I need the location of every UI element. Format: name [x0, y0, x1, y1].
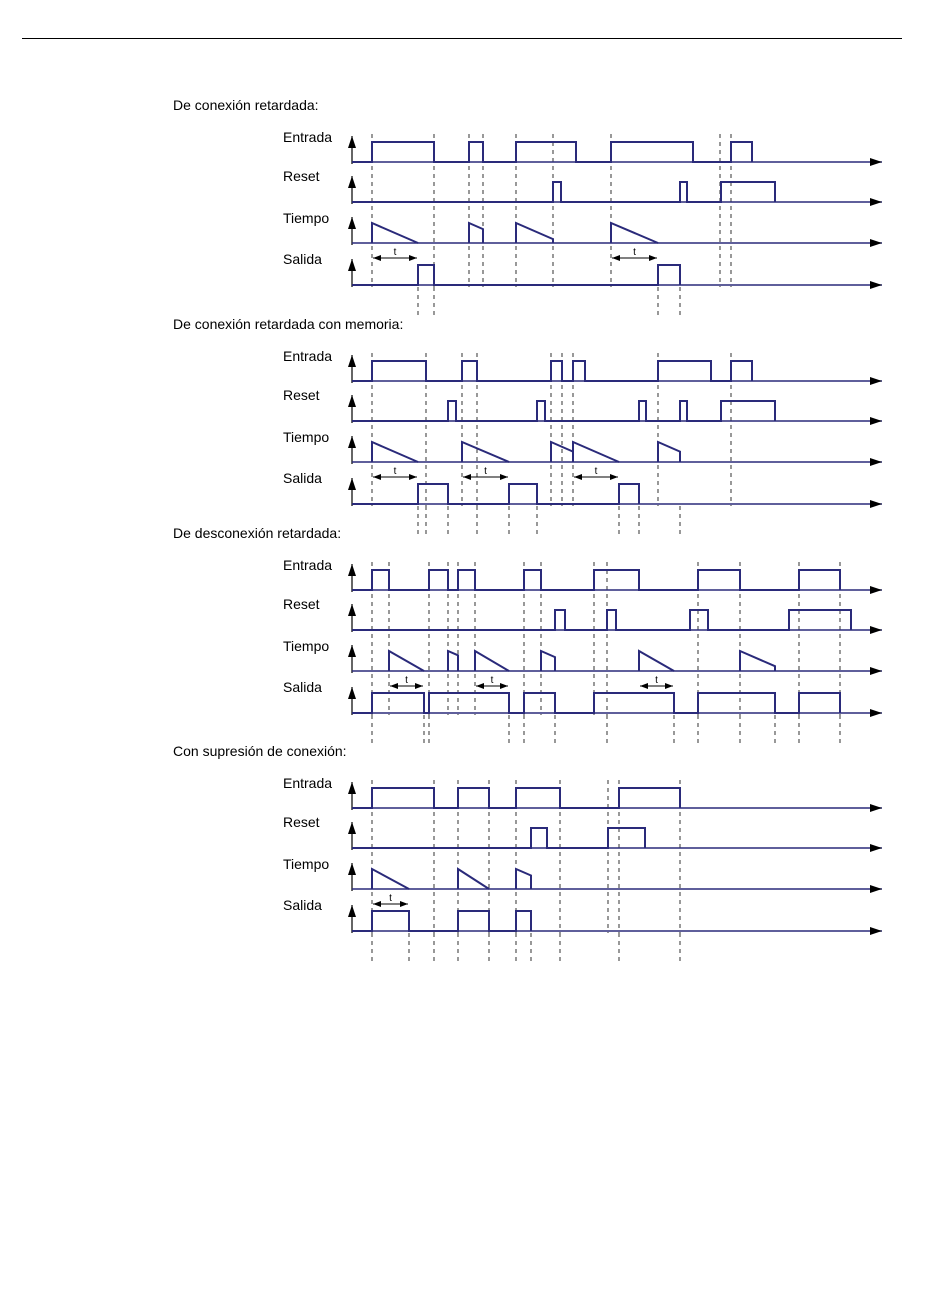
time-measure — [640, 675, 673, 686]
time-measure-label: t — [655, 675, 658, 686]
timer-ramp — [516, 223, 553, 243]
timer-ramp — [639, 651, 674, 671]
timing-section — [173, 316, 882, 534]
signal-lane — [283, 387, 882, 423]
time-measure-label: t — [405, 675, 408, 686]
lane-label: Entrada — [283, 129, 333, 145]
time-measure-label: t — [484, 466, 487, 477]
section-title: De conexión retardada con memoria: — [173, 316, 404, 332]
timing-section — [173, 743, 882, 961]
lane-label: Salida — [283, 251, 322, 267]
time-measure — [373, 247, 417, 258]
timer-ramp — [516, 869, 531, 889]
lane-label: Tiempo — [283, 638, 330, 654]
timer-ramp — [372, 869, 409, 889]
lane-label: Reset — [283, 814, 320, 830]
signal-waveform — [352, 788, 680, 808]
signal-lane — [283, 168, 882, 204]
signal-waveform — [352, 828, 645, 848]
lane-label: Entrada — [283, 348, 333, 364]
signal-lane — [283, 856, 882, 891]
time-measure — [612, 247, 657, 258]
time-measure-label: t — [393, 247, 397, 258]
section-title: De conexión retardada: — [173, 97, 319, 113]
lane-label: Tiempo — [283, 210, 330, 226]
timer-ramp — [469, 223, 483, 243]
timer-ramp — [541, 651, 555, 671]
timer-ramp — [372, 223, 418, 243]
time-measure-label: t — [490, 675, 494, 686]
lane-label: Reset — [283, 168, 320, 184]
timer-ramp — [740, 651, 775, 671]
signal-waveform — [352, 911, 531, 931]
lane-label: Reset — [283, 596, 320, 612]
signal-lane — [283, 897, 882, 933]
timer-ramp — [658, 442, 680, 462]
signal-waveform — [352, 401, 775, 421]
signal-waveform — [352, 484, 639, 504]
signal-waveform — [352, 182, 775, 202]
timing-section — [173, 97, 882, 315]
signal-lane — [283, 775, 882, 810]
signal-lane — [283, 470, 882, 506]
lane-label: Entrada — [283, 557, 333, 573]
time-measure-label: t — [633, 247, 636, 258]
time-measure — [463, 466, 508, 477]
signal-lane — [283, 210, 882, 245]
signal-lane — [283, 638, 882, 673]
timer-ramp — [372, 442, 418, 462]
signal-lane — [283, 814, 882, 850]
timer-ramp — [389, 651, 424, 671]
lane-label: Tiempo — [283, 429, 330, 445]
signal-lane — [283, 251, 882, 287]
time-measure — [390, 675, 423, 686]
timer-ramp — [475, 651, 509, 671]
signal-lane — [283, 429, 882, 464]
lane-label: Reset — [283, 387, 320, 403]
timing-section — [173, 525, 882, 743]
section-title: Con supresión de conexión: — [173, 743, 347, 759]
signal-lane — [283, 679, 882, 715]
timer-ramp — [462, 442, 509, 462]
signal-lane — [283, 596, 882, 632]
lane-label: Tiempo — [283, 856, 330, 872]
time-measure-label: t — [393, 466, 397, 477]
signal-waveform — [352, 610, 851, 630]
signal-waveform — [352, 361, 752, 381]
signal-lane — [283, 348, 882, 383]
time-measure-label: t — [594, 466, 598, 477]
lane-label: Salida — [283, 470, 322, 486]
signal-waveform — [352, 693, 840, 713]
time-measure — [574, 466, 618, 477]
timer-ramp — [448, 651, 458, 671]
lane-label: Salida — [283, 897, 322, 913]
time-measure — [373, 893, 408, 904]
signal-waveform — [352, 142, 752, 162]
signal-lane — [283, 129, 882, 164]
time-measure — [373, 466, 417, 477]
timer-ramp — [458, 869, 489, 889]
lane-label: Entrada — [283, 775, 333, 791]
time-measure — [476, 675, 508, 686]
lane-label: Salida — [283, 679, 322, 695]
time-measure-label: t — [389, 893, 392, 904]
timer-ramp — [573, 442, 619, 462]
signal-lane — [283, 557, 882, 592]
signal-waveform — [352, 570, 840, 590]
timer-ramp — [611, 223, 658, 243]
section-title: De desconexión retardada: — [173, 525, 342, 541]
